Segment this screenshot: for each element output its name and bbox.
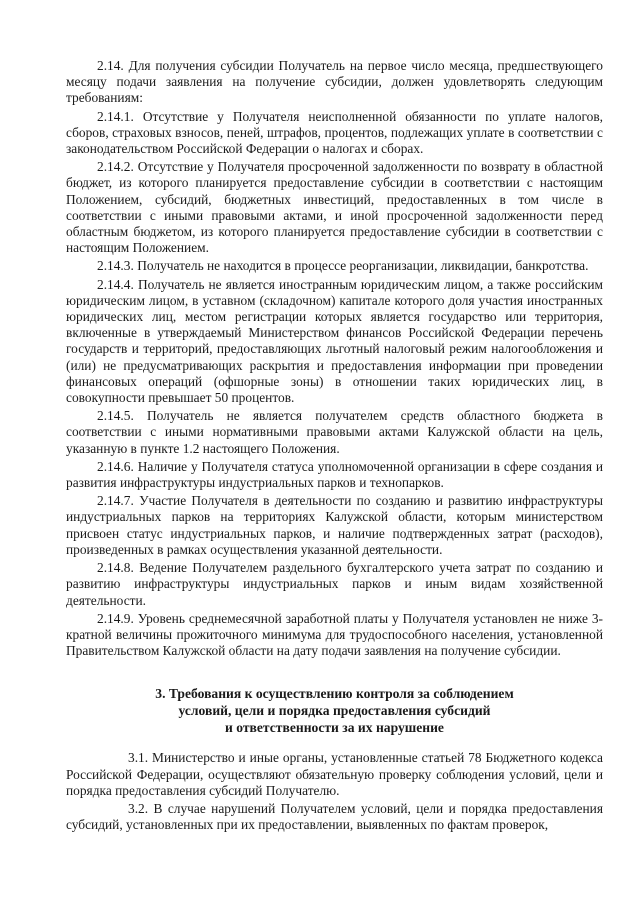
- paragraph-text: Наличие у Получателя статуса уполномоченной организации в сфере создания и развития инфраструктуры индустриальных парков и технопарков.: [66, 458, 603, 491]
- paragraph: [66, 493, 603, 558]
- control-section-list: [66, 750, 603, 833]
- paragraph: [66, 258, 603, 274]
- paragraph-text: Получатель не является иностранным юридическим лицом, а также российским юридическим лицом, в уставном (складочном) капитале которого доля участия иностранных юридических лиц, местом регистрации которых является государство или территория, включенные в утверждаемый Министерством финансов Российской Федерации перечень государств и территорий, предоставляющих льготный налоговый режим налогообложения и (или) не предусматривающих раскрытия и предоставления информации при проведении финансовых операций (офшорные зоны) в отношении таких юридических лиц, в совокупности превышает 50 процентов.: [66, 276, 603, 406]
- section-heading-line: условий, цели и порядка предоставления субсидий: [178, 703, 491, 719]
- paragraph: [66, 58, 603, 107]
- paragraph-number: 2.14.1.: [97, 108, 134, 124]
- paragraph-number: 2.14.4.: [97, 276, 134, 292]
- paragraph-text: Отсутствие у Получателя неисполненной обязанности по уплате налогов, сборов, страховых взносов, пеней, штрафов, процентов, подлежащих уплате в соответствии с законодательством Российской Федерации о налогах и сборах.: [66, 108, 603, 157]
- paragraph-text: Для получения субсидии Получатель на первое число месяца, предшествующего месяцу подачи заявления на получение субсидии, должен удовлетворять следующим требованиям:: [66, 58, 603, 106]
- paragraph: [66, 277, 603, 407]
- paragraph: [66, 408, 603, 457]
- section-heading-line: 3. Требования к осуществлению контроля за соблюдением: [155, 686, 514, 702]
- paragraph-number: 2.14.3.: [97, 258, 134, 274]
- paragraph: [66, 801, 603, 833]
- paragraph-text: Уровень среднемесячной заработной платы у Получателя установлен не ниже 3-кратной величины прожиточного минимума для трудоспособного населения, установленной Правительством Калужской области на дату подачи заявления на получение субсидии.: [66, 610, 603, 659]
- paragraph-number: 3.1.: [128, 750, 149, 766]
- paragraph-number: 2.14.: [97, 58, 124, 73]
- section-heading: [66, 685, 603, 736]
- requirements-list: [66, 58, 603, 659]
- paragraph: [66, 109, 603, 158]
- paragraph: [66, 611, 603, 660]
- paragraph-text: Получатель не является получателем средств областного бюджета в соответствии с иными нормативными правовыми актами Калужской области на цель, указанную в пункте 1.2 настоящего Положения.: [66, 408, 603, 456]
- paragraph-number: 2.14.7.: [97, 493, 134, 509]
- paragraph-text: Ведение Получателем раздельного бухгалтерского учета затрат по созданию и развитию инфраструктуры индустриальных парков и иным видам хозяйственной деятельности.: [66, 560, 603, 608]
- paragraph: [66, 560, 603, 609]
- paragraph: [66, 159, 603, 256]
- paragraph-text: Участие Получателя в деятельности по созданию и развитию инфраструктуры индустриальных парков на территориях Калужской области, которым министерством присвоен статус индустриальных парков, и наличие подтвержденных затрат (расходов), произведенных в рамках осуществления указанной деятельности.: [66, 493, 603, 557]
- paragraph-text: В случае нарушений Получателем условий, цели и порядка предоставления субсидий, установленных при их предоставлении, выявленных по фактам проверок,: [66, 800, 603, 833]
- paragraph-number: 2.14.6.: [97, 458, 134, 474]
- paragraph-text: Министерство и иные органы, установленные статьей 78 Бюджетного кодекса Российской Федерации, осуществляют обязательную проверку соблюдения условий, цели и порядка предоставления субсидий Получателю.: [66, 750, 603, 798]
- paragraph-text: Отсутствие у Получателя просроченной задолженности по возврату в областной бюджет, из которого планируется предоставление субсидии в соответствии с настоящим Положением, субсидий, бюджетных инвестиций, предоставленных в том числе в соответствии с иными правовыми актами, и иной просроченной задолженности перед областным бюджетом, из которого планируется предоставление субсидии в соответствии с настоящим Положением.: [66, 159, 603, 256]
- paragraph: [66, 750, 603, 799]
- paragraph-text: Получатель не находится в процессе реорганизации, ликвидации, банкротства.: [137, 258, 589, 274]
- paragraph-number: 2.14.5.: [97, 408, 134, 424]
- document-body: [66, 58, 603, 835]
- paragraph-number: 2.14.9.: [97, 610, 134, 626]
- section-heading-line: и ответственности за их нарушение: [225, 720, 444, 736]
- paragraph-number: 2.14.8.: [97, 560, 134, 576]
- paragraph-number: 3.2.: [128, 800, 149, 816]
- paragraph: [66, 459, 603, 491]
- paragraph-number: 2.14.2.: [97, 159, 134, 175]
